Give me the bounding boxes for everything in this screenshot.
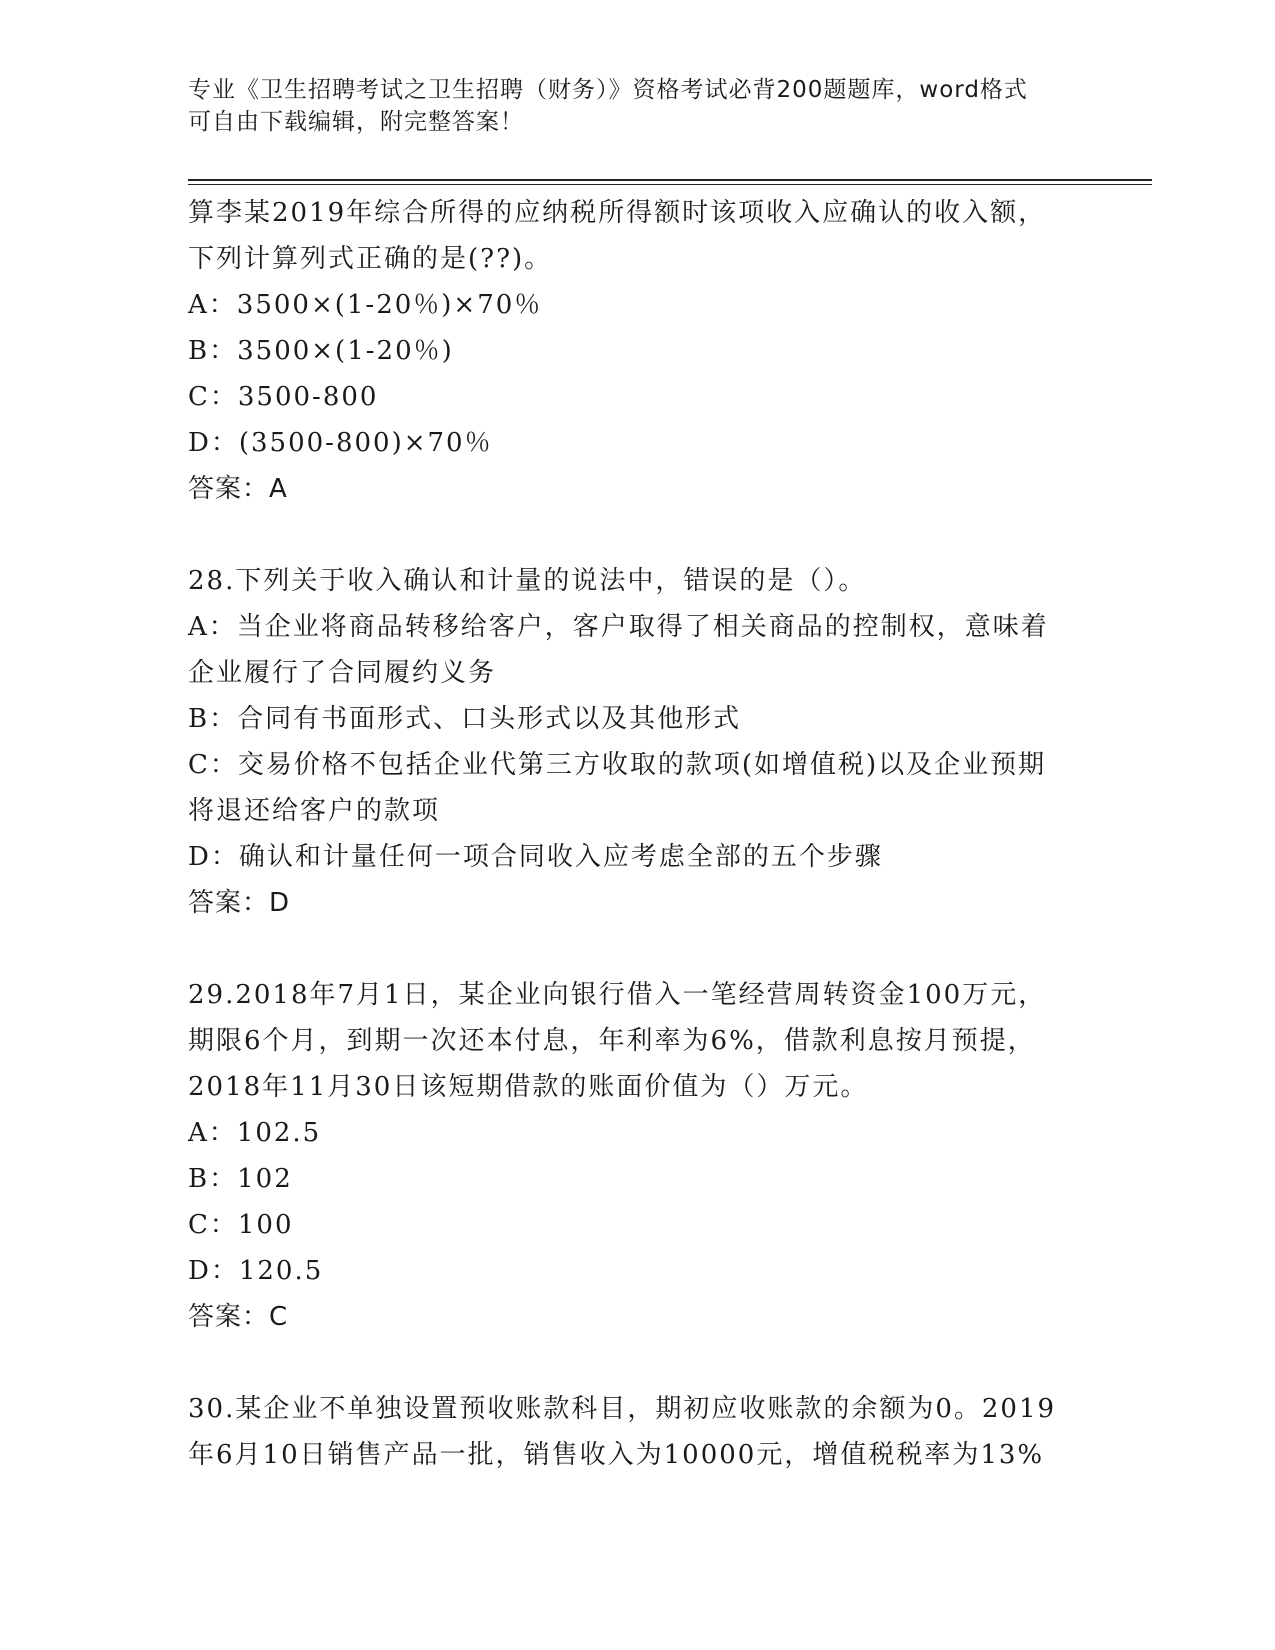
option-d: D：120.5 [188, 1256, 324, 1286]
question-stem: 年6月10日销售产品一批，销售收入为10000元，增值税税率为13% [188, 1440, 1045, 1470]
question-stem: 2018年11月30日该短期借款的账面价值为（）万元。 [188, 1072, 869, 1102]
option-c: C：交易价格不包括企业代第三方收取的款项(如增值税)以及企业预期 [188, 750, 1047, 780]
question-28 [188, 558, 1088, 926]
question-stem: 29.2018年7月1日，某企业向银行借入一笔经营周转资金100万元， [188, 980, 1047, 1010]
header-divider-thin [188, 184, 1152, 185]
header-divider-thick [188, 179, 1152, 181]
option-b: B：3500×(1-20％) [188, 336, 454, 366]
option-a-continued: 企业履行了合同履约义务 [188, 658, 497, 688]
question-stem: 30.某企业不单独设置预收账款科目，期初应收账款的余额为0。2019 [188, 1394, 1057, 1424]
answer: 答案：C [188, 1302, 289, 1332]
question-29 [188, 972, 1088, 1340]
answer: 答案：D [188, 888, 291, 918]
document-body [188, 190, 1088, 1478]
answer: 答案：A [188, 474, 288, 504]
option-a: A：102.5 [188, 1118, 322, 1148]
option-b: B：合同有书面形式、口头形式以及其他形式 [188, 704, 742, 734]
spacer [188, 926, 1088, 972]
question-stem: 算李某2019年综合所得的应纳税所得额时该项收入应确认的收入额， [188, 198, 1047, 228]
option-c-continued: 将退还给客户的款项 [188, 796, 441, 826]
question-27 [188, 190, 1088, 512]
spacer [188, 512, 1088, 558]
question-stem: 28.下列关于收入确认和计量的说法中，错误的是（）。 [188, 566, 867, 596]
option-d: D：确认和计量任何一项合同收入应考虑全部的五个步骤 [188, 842, 883, 872]
question-stem: 下列计算列式正确的是(??)。 [188, 244, 553, 274]
document-header [188, 74, 1088, 138]
option-a: A：3500×(1-20％)×70％ [188, 290, 543, 320]
option-c: C：100 [188, 1210, 294, 1240]
question-30 [188, 1386, 1088, 1478]
option-b: B：102 [188, 1164, 293, 1194]
header-line-1: 专业《卫生招聘考试之卫生招聘（财务）》资格考试必背200题题库，word格式 [188, 77, 1028, 103]
option-d: D：(3500-800)×70％ [188, 428, 493, 458]
question-stem: 期限6个月，到期一次还本付息，年利率为6%，借款利息按月预提， [188, 1026, 1036, 1056]
option-c: C：3500-800 [188, 382, 379, 412]
header-line-2: 可自由下载编辑，附完整答案！ [188, 109, 524, 135]
spacer [188, 1340, 1088, 1386]
option-a: A：当企业将商品转移给客户，客户取得了相关商品的控制权，意味着 [188, 612, 1049, 642]
